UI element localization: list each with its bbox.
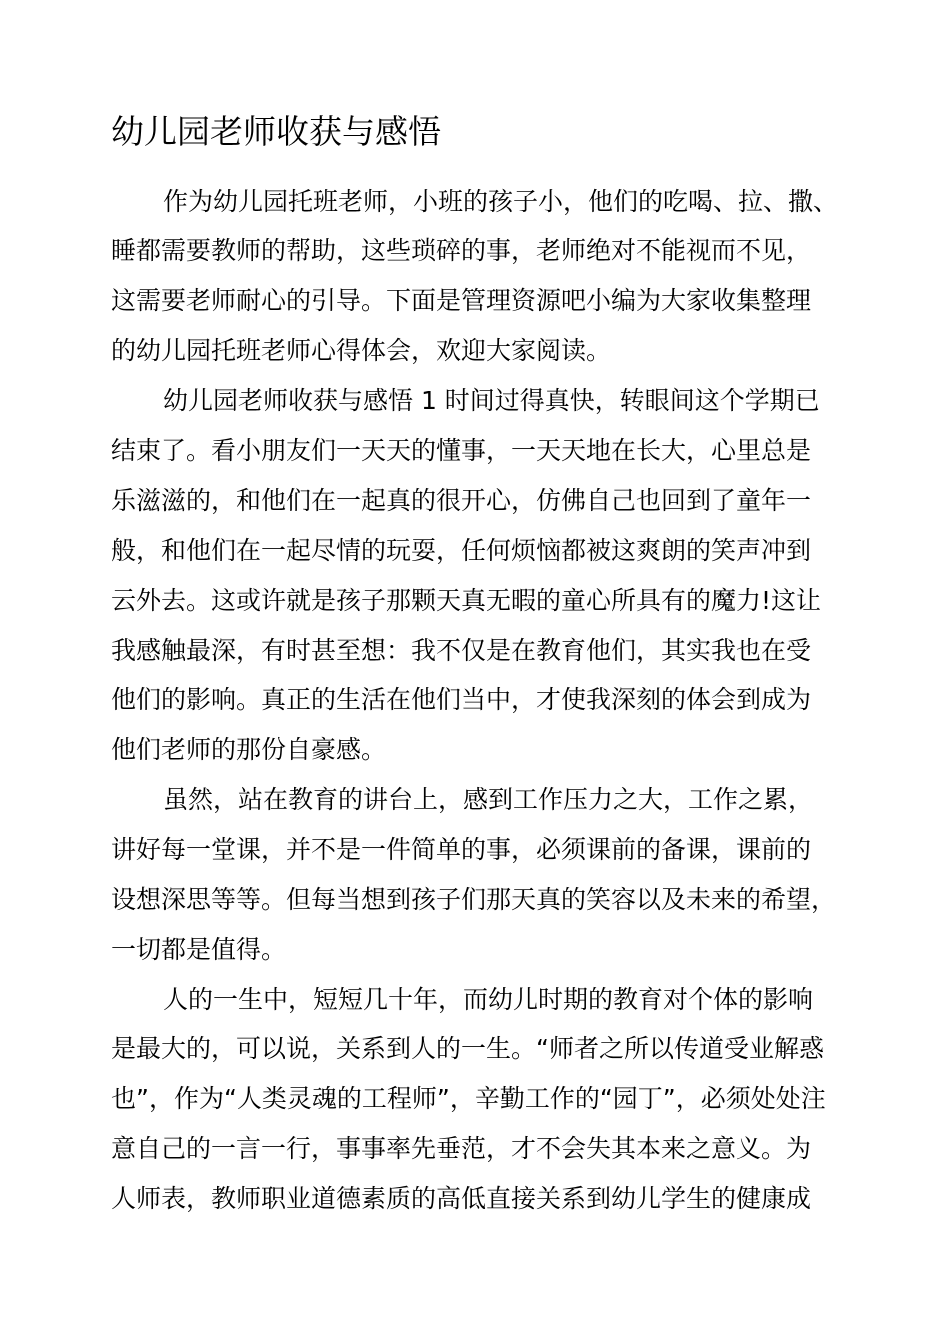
document-title: 幼儿园老师收获与感悟 — [111, 112, 441, 151]
paragraph-line: 是最大的，可以说，关系到人的一生。“师者之所以传道受业解惑 — [111, 1034, 824, 1063]
paragraph-line: 我感触最深，有时甚至想：我不仅是在教育他们，其实我也在受 — [111, 636, 812, 665]
paragraph-line: 人的一生中，短短几十年，而幼儿时期的教育对个体的影响 — [163, 985, 814, 1014]
paragraph-line: 幼儿园老师收获与感悟 1 时间过得真快，转眼间这个学期已 — [163, 386, 820, 415]
paragraph-line: 设想深思等等。但每当想到孩子们那天真的笑容以及未来的希望， — [111, 885, 837, 914]
paragraph-line: 人师表，教师职业道德素质的高低直接关系到幼儿学生的健康成 — [111, 1184, 812, 1213]
paragraph-line: 虽然，站在教育的讲台上，感到工作压力之大，工作之累， — [163, 785, 814, 814]
paragraph-line: 他们老师的那份自豪感。 — [111, 735, 387, 764]
paragraph-line: 讲好每一堂课，并不是一件简单的事，必须课前的备课，课前的 — [111, 835, 812, 864]
paragraph-line: 结束了。看小朋友们一天天的懂事，一天天地在长大，心里总是 — [111, 436, 812, 465]
paragraph-line: 也”，作为“人类灵魂的工程师”，辛勤工作的“园丁”，必须处处注 — [111, 1084, 826, 1113]
paragraph-line: 般，和他们在一起尽情的玩耍，任何烦恼都被这爽朗的笑声冲到 — [111, 536, 812, 565]
paragraph-line: 意自己的一言一行，事事率先垂范，才不会失其本来之意义。为 — [111, 1134, 812, 1163]
paragraph-line: 作为幼儿园托班老师，小班的孩子小，他们的吃喝、拉、撒、 — [163, 187, 839, 216]
paragraph-line: 睡都需要教师的帮助，这些琐碎的事，老师绝对不能视而不见， — [111, 236, 812, 265]
paragraph-line: 的幼儿园托班老师心得体会，欢迎大家阅读。 — [111, 336, 612, 365]
paragraph-line: 这需要老师耐心的引导。下面是管理资源吧小编为大家收集整理 — [111, 286, 812, 315]
paragraph-line: 他们的影响。真正的生活在他们当中，才使我深刻的体会到成为 — [111, 685, 812, 714]
paragraph-line: 乐滋滋的，和他们在一起真的很开心，仿佛自己也回到了童年一 — [111, 486, 812, 515]
paragraph-line: 一切都是值得。 — [111, 935, 287, 964]
paragraph-line: 云外去。这或许就是孩子那颗天真无暇的童心所具有的魔力!这让 — [111, 586, 822, 615]
